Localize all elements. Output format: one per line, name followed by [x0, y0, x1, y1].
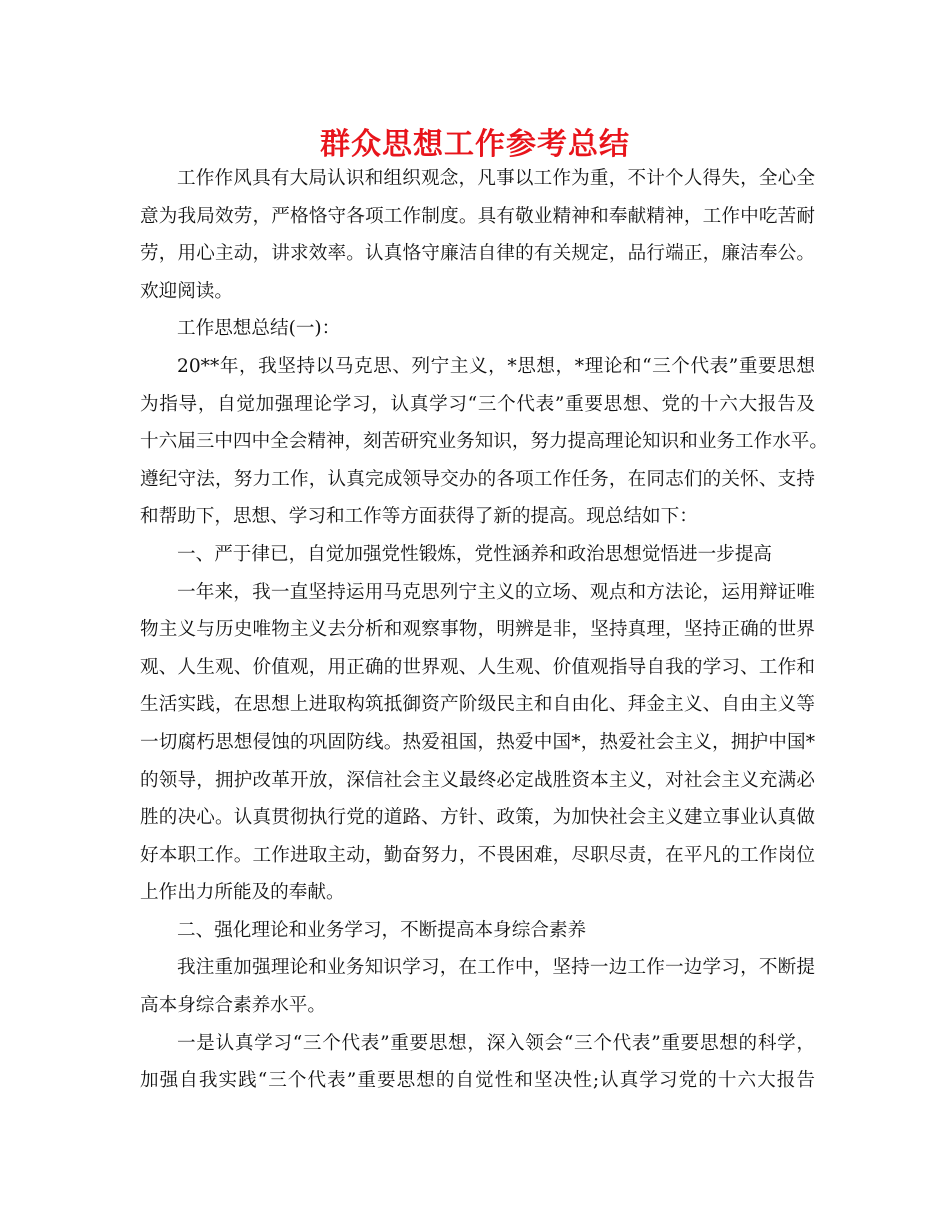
section-heading: 一、严于律已，自觉加强党性锻炼，党性涵养和政治思想觉悟进一步提高 — [177, 543, 773, 565]
paragraph-line: 劳，用心主动，讲求效率。认真恪守廉洁自律的有关规定，品行端正，廉洁奉公。 — [140, 243, 815, 265]
paragraph-line: 为指导，自觉加强理论学习，认真学习“三个代表”重要思想、党的十六大报告及 — [140, 393, 815, 415]
paragraph-line: 20**年，我坚持以马克思、列宁主义，*思想，*理论和“三个代表”重要思想 — [177, 355, 815, 377]
paragraph-line: 观、人生观、价值观，用正确的世界观、人生观、价值观指导自我的学习、工作和 — [140, 656, 815, 678]
paragraph-line: 胜的决心。认真贯彻执行党的道路、方针、政策，为加快社会主义建立事业认真做 — [140, 807, 815, 829]
paragraph-line: 上作出力所能及的奉献。 — [140, 882, 345, 904]
paragraph-line: 工作作风具有大局认识和组织观念，凡事以工作为重，不计个人得失，全心全 — [177, 168, 815, 189]
paragraph-line: 一切腐朽思想侵蚀的巩固防线。热爱祖国，热爱中国*，热爱社会主义，拥护中国* — [140, 731, 815, 753]
paragraph-line: 意为我局效劳，严格恪守各项工作制度。具有敬业精神和奉献精神，工作中吃苦耐 — [140, 205, 815, 227]
paragraph-line: 生活实践，在思想上进取构筑抵御资产阶级民主和自由化、拜金主义、自由主义等 — [140, 694, 815, 716]
paragraph-line: 遵纪守法，努力工作，认真完成领导交办的各项工作任务，在同志们的关怀、支持 — [140, 468, 815, 490]
paragraph-line: 一是认真学习“三个代表”重要思想，深入领会“三个代表”重要思想的科学， — [177, 1032, 815, 1054]
paragraph-line: 十六届三中四中全会精神，刻苦研究业务知识，努力提高理论知识和业务工作水平。 — [140, 431, 828, 453]
paragraph-line: 好本职工作。工作进取主动，勤奋努力，不畏困难，尽职尽责，在平凡的工作岗位 — [140, 844, 815, 866]
paragraph-line: 一年来，我一直坚持运用马克思列宁主义的立场、观点和方法论，运用辩证唯 — [177, 581, 815, 603]
paragraph-line: 加强自我实践“三个代表”重要思想的自觉性和坚决性;认真学习党的十六大报告 — [140, 1070, 815, 1092]
paragraph-line: 的领导，拥护改革开放，深信社会主义最终必定战胜资本主义，对社会主义充满必 — [140, 769, 815, 791]
section-heading: 二、强化理论和业务学习，不断提高本身综合素养 — [177, 919, 587, 941]
paragraph-line: 和帮助下，思想、学习和工作等方面获得了新的提高。现总结如下： — [140, 506, 698, 528]
paragraph-line: 高本身综合素养水平。 — [140, 995, 326, 1017]
paragraph-line: 欢迎阅读。 — [140, 280, 233, 302]
document-title: 群众思想工作参考总结 — [320, 127, 630, 162]
document-body — [140, 160, 828, 1100]
section-heading: 工作思想总结(一)： — [177, 318, 341, 340]
paragraph-line: 我注重加强理论和业务知识学习，在工作中，坚持一边工作一边学习，不断提 — [177, 957, 815, 979]
paragraph-line: 物主义与历史唯物主义去分析和观察事物，明辨是非，坚持真理，坚持正确的世界 — [140, 619, 815, 641]
